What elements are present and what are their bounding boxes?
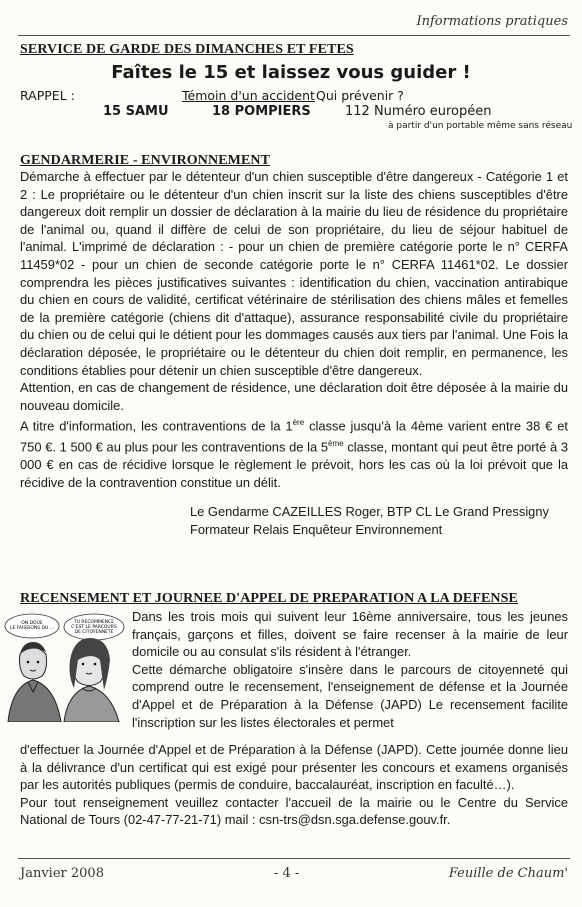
footer-publication: Feuille de Chaum' <box>448 866 568 881</box>
bottom-rule <box>18 858 570 859</box>
top-rule <box>18 35 570 36</box>
gendarmerie-title: GENDARMERIE - ENVIRONNEMENT <box>20 153 271 168</box>
japd-paragraph-1: Dans les trois mois qui suivent leur 16ème anniversaire, tous les jeunes français, garçons et filles, doivent se faire recenser à la mairie de leur domicile ou au consulat s'ils résident à l'étranger. <box>132 609 568 660</box>
gendarmerie-body <box>20 168 568 491</box>
japd-title: RECENSEMENT ET JOURNEE D'APPEL DE PREPARATION A LA DEFENSE <box>20 591 518 606</box>
garde-title: SERVICE DE GARDE DES DIMANCHES ET FETES <box>20 42 354 57</box>
portable-note: à partir d'un portable même sans réseau <box>388 121 573 131</box>
gendarmerie-paragraph-3: A titre d'information, les contraventions de la 1ère classe jusqu'à la 4ème varient entre 38 € et 750 €. 1 500 € au plus pour les contraventions de la 5ème classe, montant qui peut être porté à 3 000 € en cas de récidive lorsque le règlement le prévoit, hors les cas où la loi prévoit que la récidive de la contravention constitue un délit. <box>20 418 569 490</box>
garde-headline: Faîtes le 15 et laissez vous guider ! <box>111 62 471 83</box>
speech-bubble-1: ON DOUE LE FAISSIONS DU ... <box>9 621 55 631</box>
japd-full-text <box>20 741 568 829</box>
footer-date: Janvier 2008 <box>20 866 104 881</box>
citizenship-comic-illustration <box>2 612 126 722</box>
rappel-label: RAPPEL : <box>20 88 75 103</box>
japd-paragraph-3: Pour tout renseignement veuillez contacter l'accueil de la mairie ou le Centre du Service National de Tours (02-47-77-21-71) mail : csn-trs@dsn.sga.defense.gouv.fr. <box>20 794 568 828</box>
gendarmerie-paragraph-1: Démarche à effectuer par le détenteur d'un chien susceptible d'être dangereux - Catégorie 1 et 2 : Le propriétaire ou le détenteur d'un chien inscrit sur la liste des chiens susceptibles d'être dangereux doit remplir un dossier de déclaration à la mairie du lieu de résidence du propriétaire de l'animal ou, quand il diffère de celui de son propriétaire, du lieu de séjour habituel de l'animal. L'imprimé de déclaration : - pour un chien de première catégorie porte le n° CERFA 11459*02 - pour un chien de seconde catégorie porte le n° CERFA 11461*02. Le dossier comprendra les pièces justificatives suivantes : identification du chien, vaccination antirabique du chien en cours de validité, certificat vétérinaire de stérilisation des chiens mâles et femelles de la première catégorie (chiens dit d'attaque), assurance responsabilité civile du propriétaire du chien ou de celui qui le détient pour les dommages causés aux tiers par l'animal. Une Fois la déclaration déposée, le propriétaire ou le détenteur du chien doit remplir, en permanence, les conditions établies pour détenir un chien susceptible d'être dangereux. <box>20 169 568 378</box>
samu-number: 15 SAMU <box>103 104 169 119</box>
qui-label: Qui prévenir ? <box>316 88 404 103</box>
japd-paragraph-2b: d'effectuer la Journée d'Appel et de Préparation à la Défense (JAPD). Cette journée donne lieu à la délivrance d'un certificat qui est exigé pour présenter les concours et examens organisés par les autorités publiques (permis de conduire, baccalauréat, inscription en faculté…). <box>20 742 568 793</box>
japd-paragraph-2a: Cette démarche obligatoire s'insère dans le parcours de citoyenneté qui comprend outre le recensement, l'enseignement de défense et la Journée d'Appel et de Préparation à la Défense (JAPD) Le recensement facilite l'inscription sur les listes électorales et permet <box>132 661 568 730</box>
temoin-label: Témoin d'un accident <box>182 88 315 103</box>
europeen-number: 112 Numéro européen <box>345 104 492 119</box>
footer-page-number: - 4 - <box>274 866 300 881</box>
speech-bubble-2: TU RECOMMENCE C'EST LE PARCOURS DE CITOYENNETÉ <box>71 620 117 635</box>
signature-line-1: Le Gendarme CAZEILLES Roger, BTP CL Le Grand Pressigny <box>190 504 549 519</box>
japd-intro-text <box>132 608 568 731</box>
gendarmerie-paragraph-2: Attention, en cas de changement de résidence, une déclaration doit être déposée à la mairie du nouveau domicile. <box>20 380 568 413</box>
pompiers-number: 18 POMPIERS <box>212 104 311 119</box>
section-header: Informations pratiques <box>416 14 568 29</box>
signature-line-2: Formateur Relais Enquêteur Environnement <box>190 522 443 537</box>
